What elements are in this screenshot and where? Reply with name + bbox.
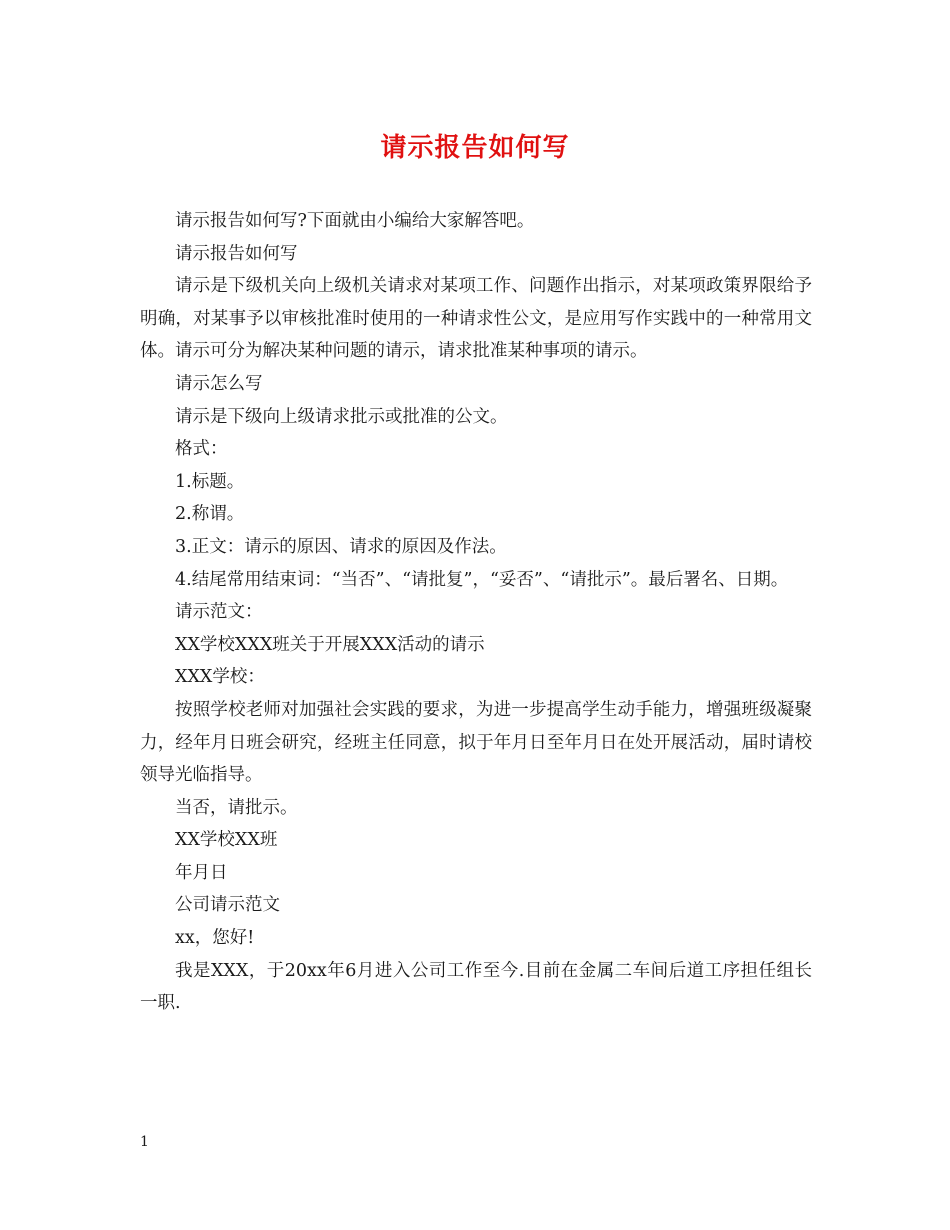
- paragraph-heading-how: 请示报告如何写: [175, 243, 298, 264]
- company-salutation: xx，您好!: [175, 928, 255, 949]
- page-number: 1: [140, 1134, 149, 1150]
- company-body: 我是XXX，于20xx年6月进入公司工作至今.目前在金属二车间后道工序担任组长一职.: [140, 960, 812, 1014]
- format-item-2: 2.称谓。: [175, 504, 245, 525]
- paragraph-intro: 请示报告如何写?下面就由小编给大家解答吧。: [175, 211, 535, 231]
- document-title: 请示报告如何写: [380, 133, 570, 163]
- format-item-1: 1.标题。: [175, 471, 245, 492]
- paragraph-sample-label: 请示范文：: [175, 602, 263, 623]
- format-item-3: 3.正文：请示的原因、请求的原因及作法。: [175, 536, 507, 557]
- paragraph-format-label: 格式：: [175, 439, 228, 460]
- paragraph-company-sample-label: 公司请示范文: [175, 895, 280, 916]
- sample-date: 年月日: [175, 862, 228, 883]
- sample-body: 按照学校老师对加强社会实践的要求，为进一步提高学生动手能力，增强班级凝聚力，经年月日班会研究，经班主任同意，拟于年月日至年月日在处开展活动，届时请校领导光临指导。: [140, 699, 812, 786]
- paragraph-heading-write: 请示怎么写: [175, 373, 263, 394]
- sample-signature: XX学校XX班: [175, 830, 278, 851]
- paragraph-definition: 请示是下级机关向上级机关请求对某项工作、问题作出指示，对某项政策界限给予明确，对某事予以审核批准时使用的一种请求性公文，是应用写作实践中的一种常用文体。请示可分为解决某种问题的请示，请求批准某种事项的请示。: [140, 276, 812, 362]
- sample-closing: 当否，请批示。: [175, 797, 298, 818]
- paragraph-summary: 请示是下级向上级请求批示或批准的公文。: [175, 406, 508, 427]
- format-item-4: 4.结尾常用结束词：“当否”、“请批复”，“妥否”、“请批示”。最后署名、日期。: [175, 569, 789, 590]
- sample-title: XX学校XXX班关于开展XXX活动的请示: [175, 634, 485, 655]
- document-body: [140, 205, 812, 1020]
- sample-salutation: XXX学校：: [175, 667, 265, 688]
